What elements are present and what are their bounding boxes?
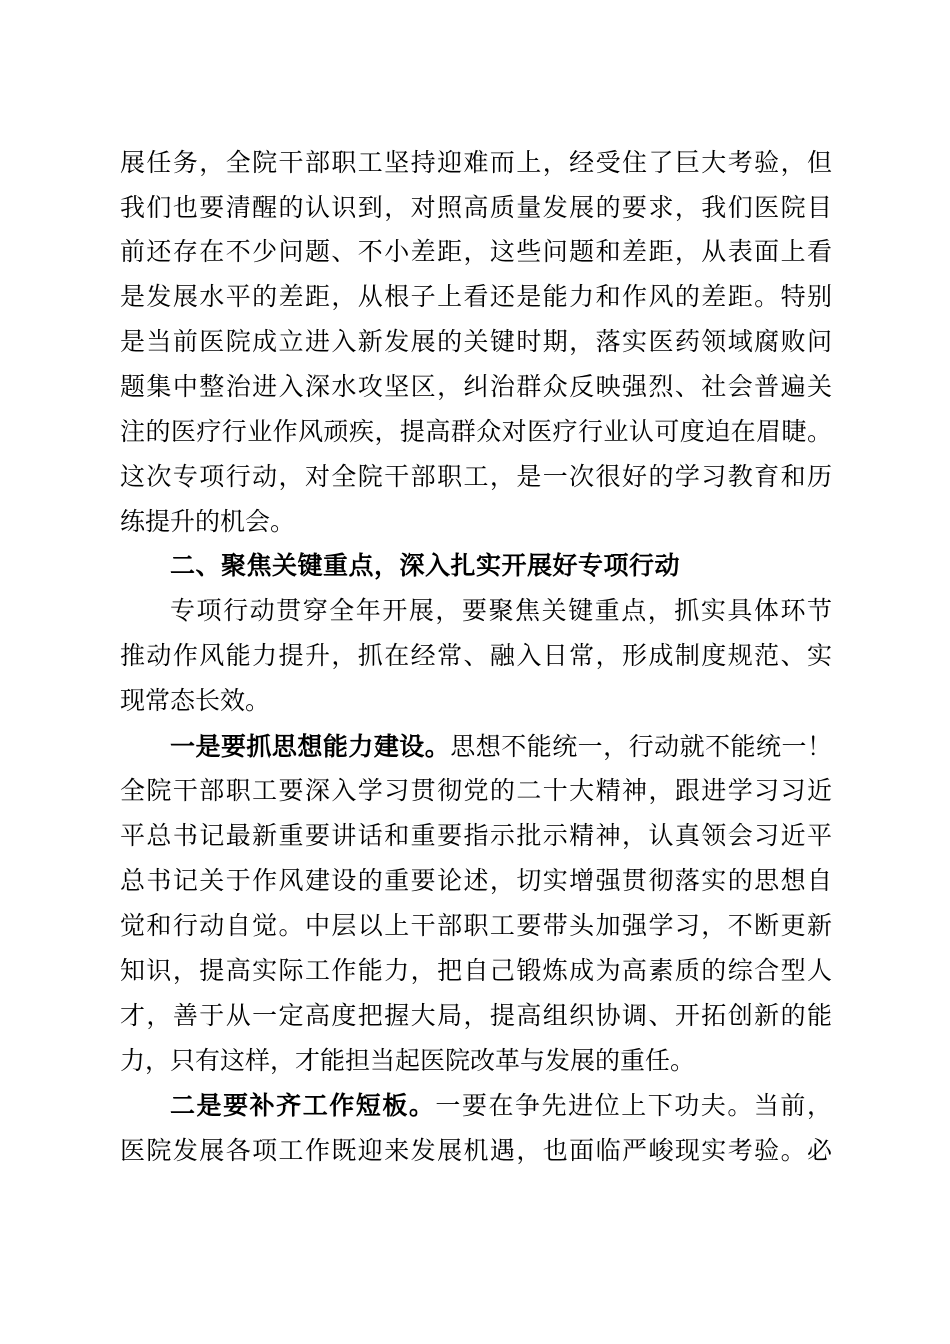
paragraph-4-lead: 二是要补齐工作短板。 (170, 1091, 436, 1120)
paragraph-2-line-2: 推动作风能力提升，抓在经常、融入日常，形成制度规范、实 (120, 641, 832, 670)
paragraph-3-line-2: 全院干部职工要深入学习贯彻党的二十大精神，跟进学习习近 (120, 776, 832, 805)
paragraph-3-line-4: 总书记关于作风建设的重要论述，切实增强贯彻落实的思想自 (120, 866, 832, 895)
paragraph-1-line-2: 我们也要清醒的认识到，对照高质量发展的要求，我们医院目 (120, 193, 832, 222)
section-heading: 二、聚焦关键重点，深入扎实开展好专项行动 (170, 551, 681, 580)
paragraph-3-lead: 一是要抓思想能力建设。 (170, 732, 451, 761)
paragraph-2-line-1: 专项行动贯穿全年开展，要聚焦关键重点，抓实具体环节 (170, 596, 832, 625)
paragraph-1-line-1: 展任务，全院干部职工坚持迎难而上，经受住了巨大考验，但 (120, 148, 832, 177)
paragraph-1-line-5: 是当前医院成立进入新发展的关键时期，落实医药领域腐败问 (120, 327, 832, 356)
paragraph-3-line-1 (170, 727, 832, 767)
paragraph-3-line-6: 知识，提高实际工作能力，把自己锻炼成为高素质的综合型人 (120, 956, 832, 985)
paragraph-3-first-line-rest: 思想不能统一，行动就不能统一！ (450, 732, 832, 761)
paragraph-1-line-8: 这次专项行动，对全院干部职工，是一次很好的学习教育和历 (120, 462, 832, 491)
paragraph-4-line-2: 医院发展各项工作既迎来发展机遇，也面临严峻现实考验。必 (120, 1136, 832, 1165)
paragraph-2-line-3: 现常态长效。 (120, 686, 271, 715)
paragraph-4-first-line-rest: 一要在争先进位上下功夫。当前， (435, 1091, 832, 1120)
paragraph-4-line-1 (170, 1086, 832, 1126)
paragraph-1-line-9: 练提升的机会。 (120, 507, 296, 536)
paragraph-3-line-8: 力，只有这样，才能担当起医院改革与发展的重任。 (120, 1046, 696, 1075)
paragraph-3-line-3: 平总书记最新重要讲话和重要指示批示精神，认真领会习近平 (120, 821, 832, 850)
paragraph-3-line-5: 觉和行动自觉。中层以上干部职工要带头加强学习，不断更新 (120, 911, 832, 940)
paragraph-1-line-7: 注的医疗行业作风顽疾，提高群众对医疗行业认可度迫在眉睫。 (120, 417, 832, 446)
paragraph-3-line-7: 才，善于从一定高度把握大局，提高组织协调、开拓创新的能 (120, 1001, 832, 1030)
paragraph-1-line-3: 前还存在不少问题、不小差距，这些问题和差距，从表面上看 (120, 237, 832, 266)
paragraph-1-line-4: 是发展水平的差距，从根子上看还是能力和作风的差距。特别 (120, 282, 832, 311)
paragraph-1-line-6: 题集中整治进入深水攻坚区，纠治群众反映强烈、社会普遍关 (120, 372, 832, 401)
